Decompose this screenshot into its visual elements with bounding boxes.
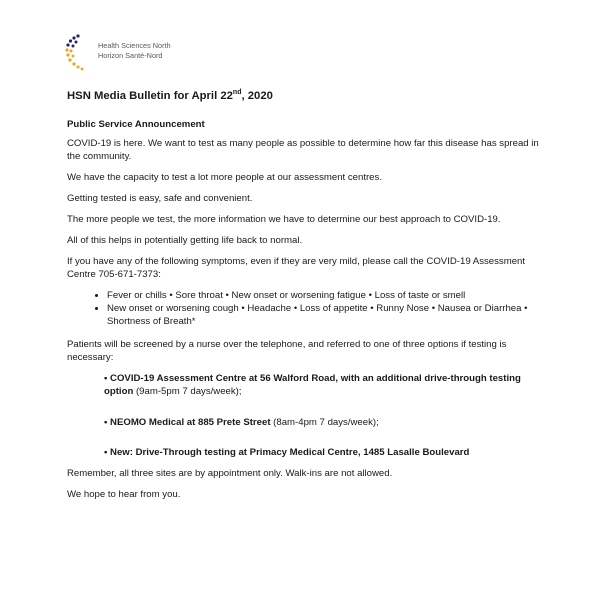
testing-site-walford: [67, 372, 545, 398]
hsn-logo: [64, 33, 224, 77]
testing-site-primacy: [67, 446, 545, 459]
bulletin-body: [67, 118, 545, 509]
paragraph-appointment: Remember, all three sites are by appointment only. Walk-ins are not allowed.: [67, 468, 393, 479]
logo-line-1: Health Sciences North: [98, 41, 171, 50]
paragraph-more-people: The more people we test, the more information we have to determine our best approach to COVID-19.: [67, 214, 501, 225]
bulletin-title-main: HSN Media Bulletin for April 22: [67, 89, 233, 102]
symptom-item: • New onset or worsening cough • Headache • Loss of appetite • Runny Nose • Nausea or Diarrhea • Shortness of Breath*: [107, 302, 545, 328]
site-hours: (9am-5pm 7 days/week);: [133, 386, 242, 397]
paragraph-easy: Getting tested is easy, safe and convenient.: [67, 193, 253, 204]
hsn-logo-icon: [64, 33, 94, 73]
symptom-item: • Fever or chills • Sore throat • New onset or worsening fatigue • Loss of taste or smell: [107, 289, 545, 302]
paragraph-covid-here: COVID-19 is here. We want to test as many people as possible to determine how far this disease has spread in the community.: [67, 138, 539, 162]
testing-site-neomo: [67, 416, 545, 429]
site-hours: (8am-4pm 7 days/week);: [270, 417, 379, 428]
bulletin-title: [67, 89, 273, 102]
logo-line-2: Horizon Santé-Nord: [98, 51, 163, 60]
paragraph-normal: All of this helps in potentially getting life back to normal.: [67, 235, 303, 246]
logo-wordmark: [98, 41, 171, 61]
bulletin-title-sup: nd: [232, 89, 242, 96]
bulletin-title-suffix: , 2020: [241, 89, 273, 102]
site-name: • NEOMO Medical at 885 Prete Street: [104, 417, 271, 428]
symptom-list: [67, 289, 545, 328]
site-name: • COVID-19 Assessment Centre at 56 Walford Road, with an additional drive-through testing option: [104, 373, 521, 397]
paragraph-closing: We hope to hear from you.: [67, 489, 181, 500]
paragraph-screening: Patients will be screened by a nurse over the telephone, and referred to one of three options if testing is necessary:: [67, 339, 507, 363]
psa-heading: Public Service Announcement: [67, 119, 205, 130]
site-name: • New: Drive-Through testing at Primacy Medical Centre, 1485 Lasalle Boulevard: [104, 447, 470, 458]
paragraph-symptoms-intro: If you have any of the following symptoms, even if they are very mild, please call the COVID-19 Assessment Centre 705-671-7373:: [67, 256, 526, 280]
paragraph-capacity: We have the capacity to test a lot more people at our assessment centres.: [67, 172, 382, 183]
